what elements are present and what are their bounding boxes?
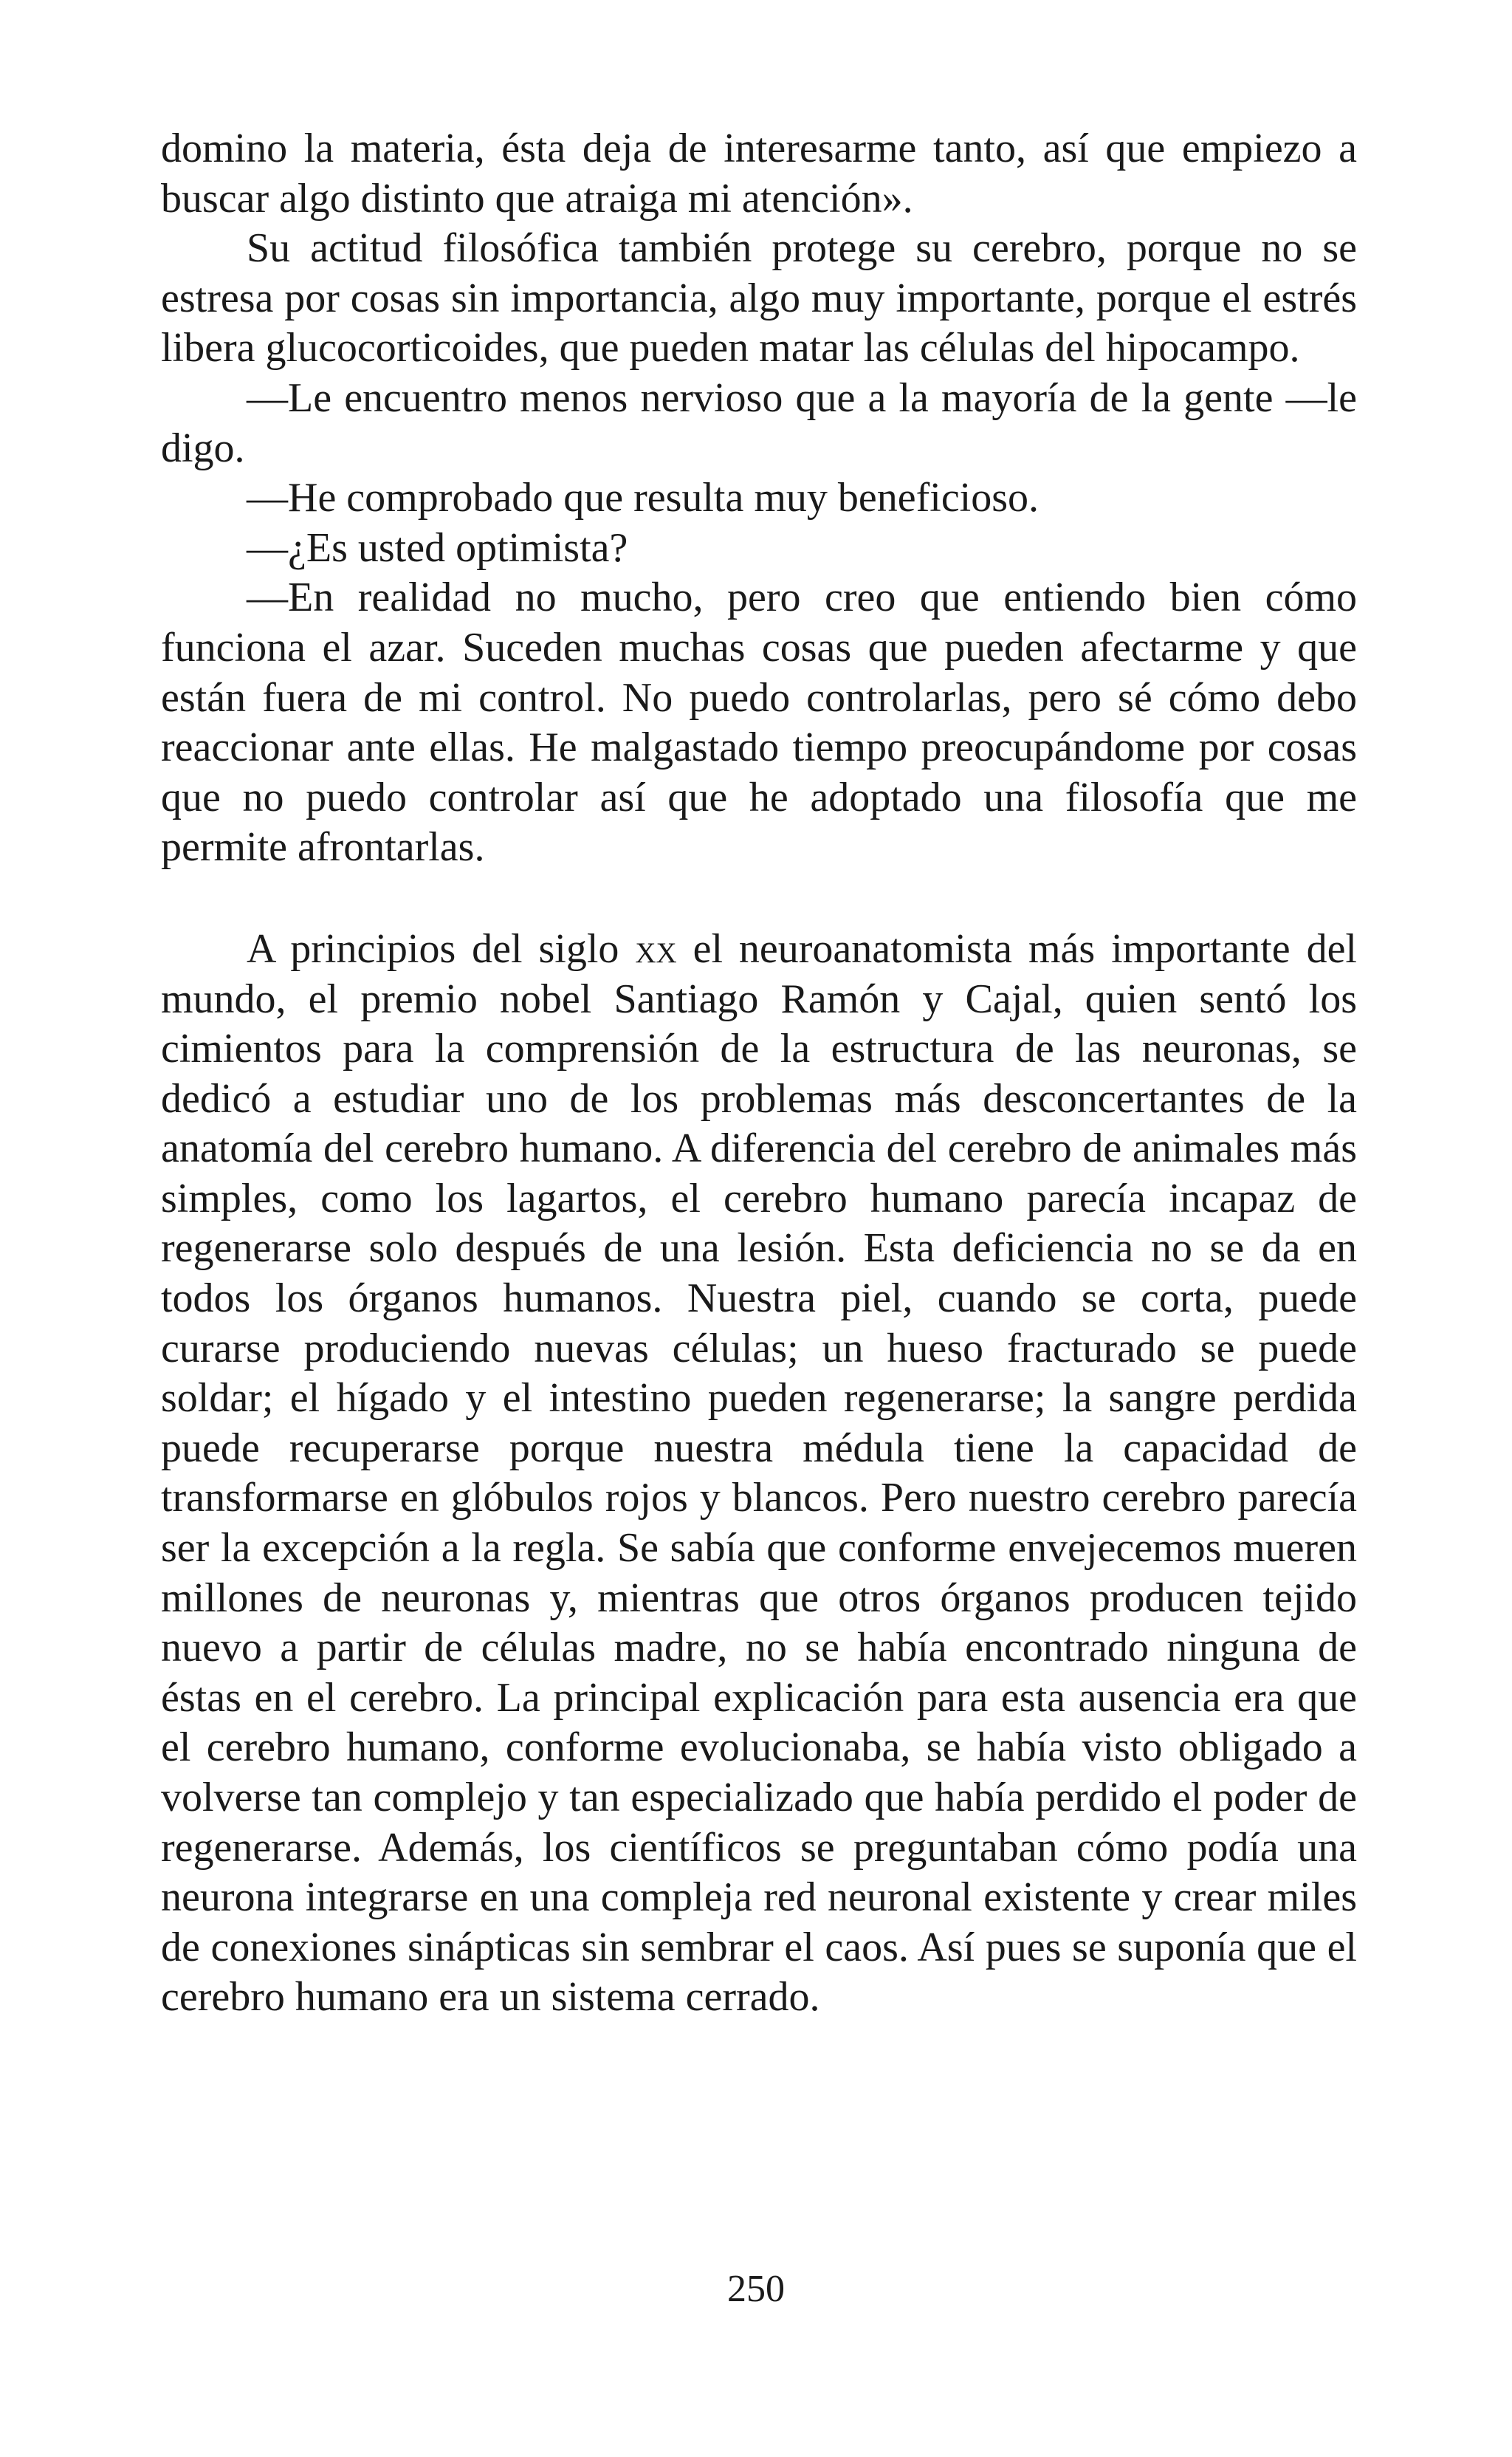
section-break: [161, 873, 1357, 925]
paragraph-cajal-start: A principios del siglo: [247, 925, 636, 972]
paragraph-cajal-rest: el neuroanatomista más importante del mundo, el premio nobel Santiago Ramón y Cajal, quien sentó los cimientos para la comprensión de la estructura de las neuronas, se dedicó a estudiar uno de los problemas más desconcertantes de la anatomía del cerebro humano. A diferencia del cerebro de animales más simples, como los lagartos, el cerebro humano parecía incapaz de regenerarse solo después de una lesión. Esta deficiencia no se da en todos los órganos humanos. Nuestra piel, cuando se corta, puede curarse produciendo nuevas células; un hueso fracturado se puede soldar; el hígado y el intestino pueden regenerarse; la sangre perdida puede recuperarse porque nuestra médula tiene la capacidad de transformarse en glóbulos rojos y blancos. Pero nuestro cerebro parecía ser la excepción a la regla. Se sabía que conforme envejecemos mueren millones de neuronas y, mientras que otros órganos producen tejido nuevo a partir de células madre, no se había encontrado ninguna de éstas en el cerebro. La principal explicación para esta ausencia era que el cerebro humano, conforme evolucionaba, se había visto obligado a volverse tan complejo y tan especializado que había perdido el poder de regenerarse. Además, los científicos se preguntaban cómo podía una neurona integrarse en una compleja red neuronal existente y crear miles de conexiones sinápticas sin sembrar el caos. Así pues se suponía que el cerebro humano era un sistema cerrado.: [161, 925, 1357, 2021]
dialogue-line-nervous: —Le encuentro menos nervioso que a la mayoría de la gente —le digo.: [161, 374, 1357, 471]
paragraph-cajal: [161, 925, 1357, 2023]
page-number: 250: [727, 2268, 785, 2310]
century-numeral: xx: [635, 925, 677, 972]
dialogue-line-beneficial: —He comprobado que resulta muy beneficioso.: [247, 475, 1040, 521]
dialogue-line-chance: —En realidad no mucho, pero creo que entiendo bien cómo funciona el azar. Suceden muchas cosas que pueden afectarme y que están fuera de mi control. No puedo controlarlas, pero sé cómo debo reaccionar ante ellas. He malgastado tiempo preocupándome por cosas que no puedo controlar así que he adoptado una filosofía que me permite afrontarlas.: [161, 575, 1357, 871]
dialogue-line-optimist: —¿Es usted optimista?: [247, 524, 628, 571]
paragraph-continued-quote: domino la materia, ésta deja de interesarme tanto, así que empiezo a buscar algo distinto que atraiga mi atención».: [161, 126, 1357, 222]
body-text: [161, 124, 1357, 2023]
paragraph-philosophical-attitude: Su actitud filosófica también protege su cerebro, porque no se estresa por cosas sin importancia, algo muy importante, porque el estrés libera glucocorticoides, que pueden matar las células del hipocampo.: [161, 225, 1357, 371]
